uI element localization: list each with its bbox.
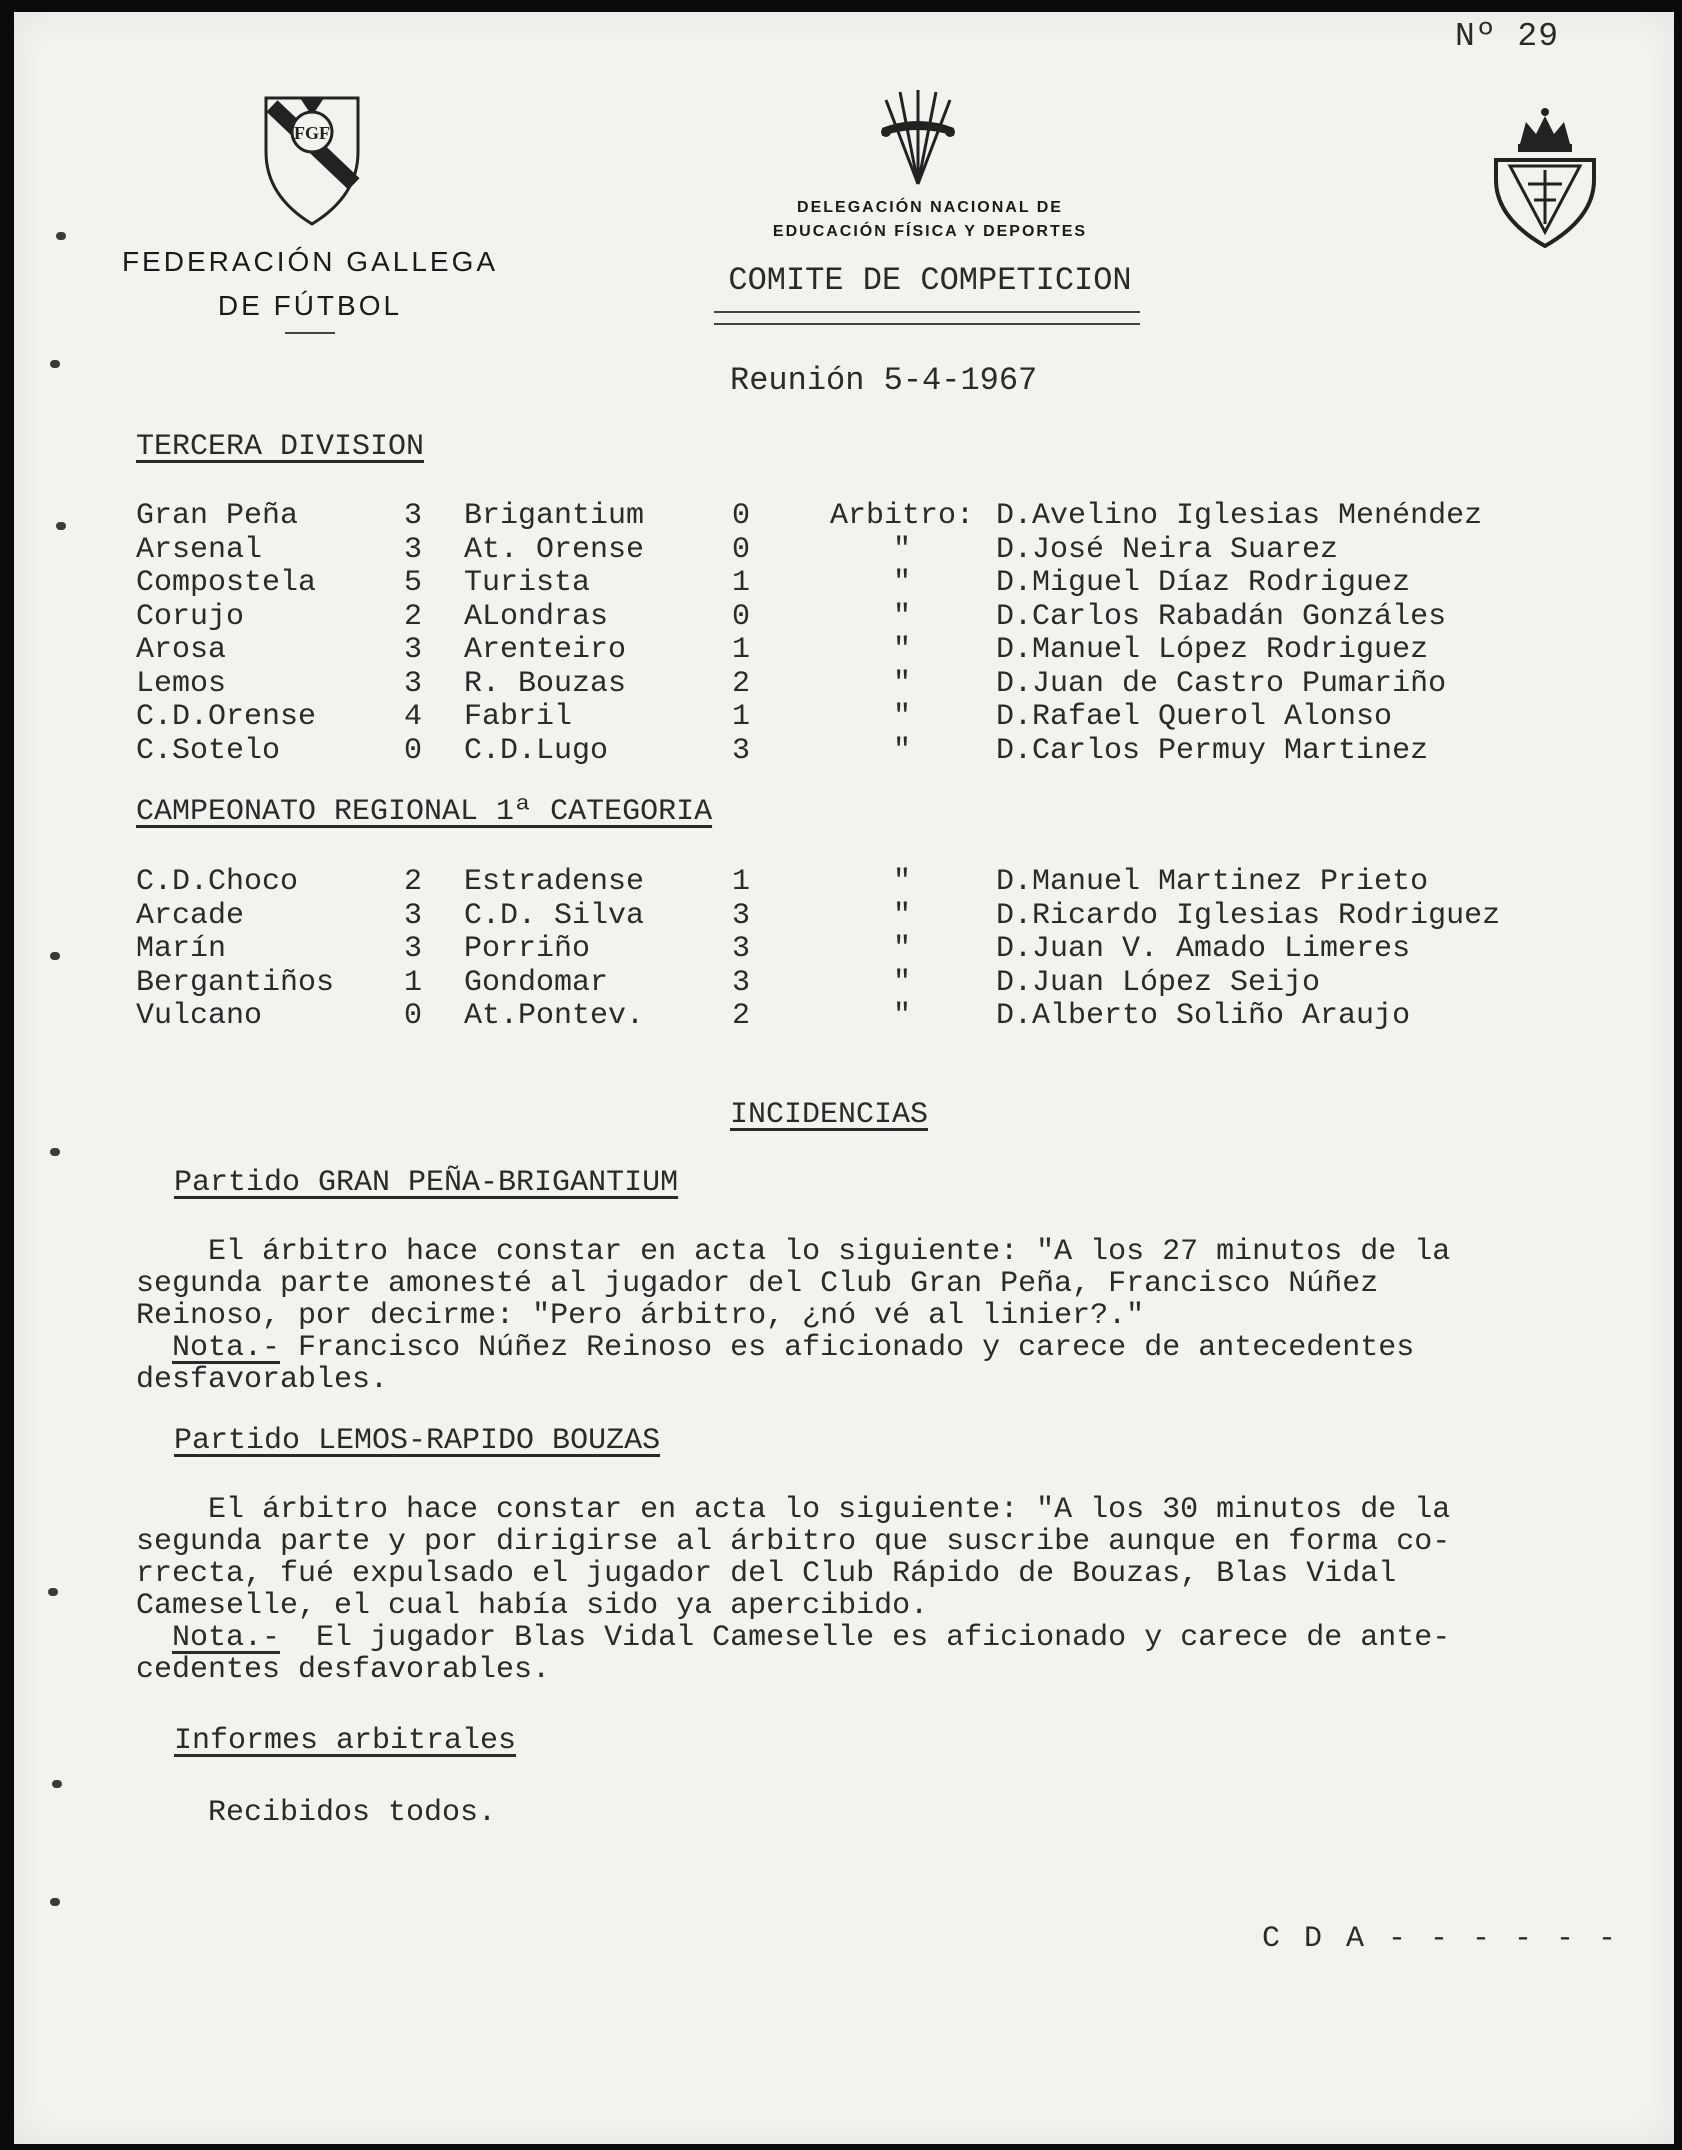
home-team: Arcade xyxy=(136,898,245,933)
binding-hole xyxy=(50,952,60,960)
away-team: C.D. Silva xyxy=(464,898,645,933)
home-score: 2 xyxy=(404,599,423,634)
home-score: 3 xyxy=(404,932,423,966)
binding-hole xyxy=(56,232,66,240)
binding-hole xyxy=(52,1780,62,1788)
away-score: 3 xyxy=(732,733,751,768)
referee-name: D.Avelino Iglesias Menéndez xyxy=(996,499,1483,533)
paragraph-line: segunda parte y por dirigirse al árbitro que suscribe aunque en forma co- xyxy=(136,1525,1451,1559)
nota-line xyxy=(136,1622,1636,1654)
federation-name-line: DE FÚTBOL xyxy=(217,290,403,321)
match-incident-title: Partido GRAN PEÑA-BRIGANTIUM xyxy=(174,1166,679,1200)
home-score: 2 xyxy=(404,865,423,899)
meeting-date: Reunión 5-4-1967 xyxy=(730,362,1038,399)
home-score: 3 xyxy=(404,666,423,701)
paragraph-line: El árbitro hace constar en acta lo siguiente: "A los 30 minutos de la xyxy=(136,1493,1451,1527)
home-team: Vulcano xyxy=(136,999,263,1033)
incident-paragraph xyxy=(136,1236,1636,1396)
document-number: Nº 29 xyxy=(1455,18,1560,55)
binding-hole xyxy=(50,1148,60,1156)
informes-title: Informes arbitrales xyxy=(174,1724,517,1758)
away-team: At.Pontev. xyxy=(464,999,645,1033)
ditto-mark: " xyxy=(892,733,911,768)
away-score: 2 xyxy=(732,999,751,1033)
away-score: 3 xyxy=(732,898,751,933)
away-score: 0 xyxy=(732,532,751,567)
delegation-line: EDUCACIÓN FÍSICA Y DEPORTES xyxy=(772,223,1088,240)
match-incident-title: Partido LEMOS-RAPIDO BOUZAS xyxy=(174,1424,661,1458)
section-title-tercera: TERCERA DIVISION xyxy=(136,430,425,464)
away-team: At. Orense xyxy=(464,532,645,567)
away-team: C.D.Lugo xyxy=(464,733,609,768)
committee-title: COMITE DE COMPETICION xyxy=(728,262,1132,299)
referee-name: D.Miguel Díaz Rodriguez xyxy=(996,566,1411,600)
paragraph-line: segunda parte amonesté al jugador del Club Gran Peña, Francisco Núñez xyxy=(136,1267,1379,1301)
svg-text:FGF: FGF xyxy=(294,123,330,143)
home-team: Lemos xyxy=(136,666,227,701)
ditto-mark: " xyxy=(892,965,911,1000)
delegation-line: DELEGACIÓN NACIONAL DE xyxy=(797,199,1063,216)
referee-name: D.Manuel López Rodriguez xyxy=(996,633,1429,667)
home-team: Arsenal xyxy=(136,532,263,567)
ditto-mark: " xyxy=(892,932,911,966)
ditto-mark: " xyxy=(892,898,911,933)
home-score: 3 xyxy=(404,633,423,667)
ditto-mark: " xyxy=(892,666,911,701)
paragraph-line: Reinoso, por decirme: "Pero árbitro, ¿nó vé al linier?." xyxy=(136,1299,1145,1333)
nota-text: El jugador Blas Vidal Cameselle es aficionado y carece de ante- xyxy=(280,1621,1451,1655)
home-score: 3 xyxy=(404,532,423,567)
federation-shield-icon xyxy=(262,92,362,227)
ditto-mark: " xyxy=(892,566,911,600)
away-team: Estradense xyxy=(464,865,645,899)
section-title-regional: CAMPEONATO REGIONAL 1ª CATEGORIA xyxy=(136,795,713,829)
home-team: Compostela xyxy=(136,566,317,600)
incident-paragraph xyxy=(136,1494,1636,1686)
away-score: 2 xyxy=(732,666,751,701)
ditto-mark: " xyxy=(892,700,911,734)
home-score: 1 xyxy=(404,965,423,1000)
referee-name: D.Carlos Rabadán Gonzáles xyxy=(996,599,1447,634)
home-team: C.D.Orense xyxy=(136,700,317,734)
paragraph-line: El árbitro hace constar en acta lo siguiente: "A los 27 minutos de la xyxy=(136,1235,1451,1269)
home-team: Marín xyxy=(136,932,227,966)
binding-hole xyxy=(50,360,60,368)
paragraph-line: Cameselle, el cual había sido ya apercibido. xyxy=(136,1589,929,1623)
home-team: Gran Peña xyxy=(136,499,299,533)
referee-name: D.Ricardo Iglesias Rodriguez xyxy=(996,898,1501,933)
home-score: 0 xyxy=(404,733,423,768)
away-score: 0 xyxy=(732,599,751,634)
nota-label: Nota.- xyxy=(172,1331,281,1365)
home-team: Corujo xyxy=(136,599,245,634)
home-team: Bergantiños xyxy=(136,965,335,1000)
ditto-mark: " xyxy=(892,599,911,634)
arbitro-label: Arbitro: xyxy=(829,499,975,533)
federation-name xyxy=(100,240,520,328)
paragraph-line: cedentes desfavorables. xyxy=(136,1653,551,1687)
binding-hole xyxy=(50,1898,60,1906)
referee-name: D.José Neira Suarez xyxy=(996,532,1339,567)
nota-text: Francisco Núñez Reinoso es aficionado y carece de antecedentes xyxy=(280,1331,1415,1365)
paragraph-line: desfavorables. xyxy=(136,1363,389,1397)
yoke-and-arrows-icon xyxy=(876,84,960,188)
referee-name: D.Alberto Soliño Araujo xyxy=(996,999,1411,1033)
away-team: Porriño xyxy=(464,932,591,966)
ditto-mark: " xyxy=(892,865,911,899)
referee-name: D.Juan de Castro Pumariño xyxy=(996,666,1447,701)
referee-name: D.Manuel Martinez Prieto xyxy=(996,865,1429,899)
away-score: 3 xyxy=(732,965,751,1000)
referee-name: D.Juan V. Amado Limeres xyxy=(996,932,1411,966)
away-team: Fabril xyxy=(464,700,573,734)
home-team: Arosa xyxy=(136,633,227,667)
away-score: 0 xyxy=(732,499,751,533)
informes-text: Recibidos todos. xyxy=(208,1796,497,1830)
away-score: 1 xyxy=(732,865,751,899)
binding-hole xyxy=(48,1588,58,1596)
section-title-incidencias: INCIDENCIAS xyxy=(730,1098,929,1132)
referee-name: D.Juan López Seijo xyxy=(996,965,1321,1000)
home-score: 3 xyxy=(404,898,423,933)
referee-name: D.Carlos Permuy Martinez xyxy=(996,733,1429,768)
crown-shield-icon xyxy=(1490,100,1600,250)
referee-name: D.Rafael Querol Alonso xyxy=(996,700,1393,734)
delegation-name xyxy=(700,196,1160,244)
home-score: 4 xyxy=(404,700,423,734)
home-score: 3 xyxy=(404,499,423,533)
away-score: 1 xyxy=(732,566,751,600)
ditto-mark: " xyxy=(892,633,911,667)
ditto-mark: " xyxy=(892,532,911,567)
binding-hole xyxy=(56,522,66,530)
away-team: Brigantium xyxy=(464,499,645,533)
divider xyxy=(285,332,335,334)
away-team: R. Bouzas xyxy=(464,666,627,701)
away-team: Turista xyxy=(464,566,591,600)
nota-label: Nota.- xyxy=(172,1621,281,1655)
federation-name-line: FEDERACIÓN GALLEGA xyxy=(121,246,499,277)
double-underline xyxy=(714,311,1140,325)
ditto-mark: " xyxy=(892,999,911,1033)
away-team: Gondomar xyxy=(464,965,609,1000)
away-team: ALondras xyxy=(464,599,609,634)
nota-line xyxy=(136,1332,1636,1364)
home-team: C.Sotelo xyxy=(136,733,281,768)
home-team: C.D.Choco xyxy=(136,865,299,899)
away-score: 3 xyxy=(732,932,751,966)
paragraph-line: rrecta, fué expulsado el jugador del Club Rápido de Bouzas, Blas Vidal xyxy=(136,1557,1397,1591)
signature-initials: C D A - - - - - - xyxy=(1262,1922,1620,1956)
home-score: 0 xyxy=(404,999,423,1033)
away-score: 1 xyxy=(732,633,751,667)
home-score: 5 xyxy=(404,566,423,600)
away-score: 1 xyxy=(732,700,751,734)
away-team: Arenteiro xyxy=(464,633,627,667)
